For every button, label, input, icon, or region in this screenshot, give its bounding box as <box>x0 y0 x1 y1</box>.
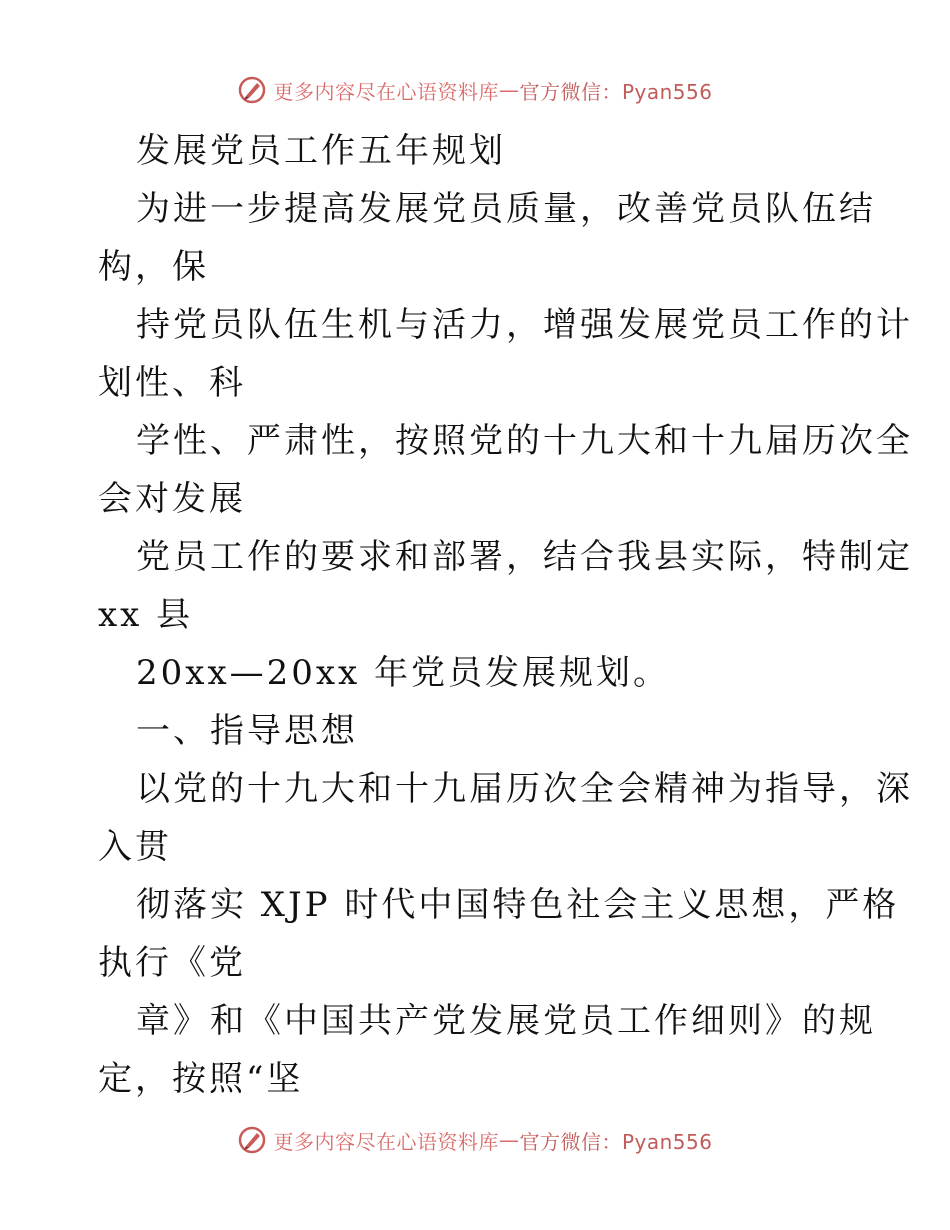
paragraph-line: 20xx—20xx 年党员发展规划。 <box>136 653 671 693</box>
banner-account-text: 官方微信：Pyan556 <box>519 79 713 104</box>
banner-separator: — <box>498 78 520 102</box>
quill-pen-logo-icon <box>237 1125 267 1155</box>
document-title: 发展党员工作五年规划 <box>136 131 506 171</box>
banner-account-text: 官方微信：Pyan556 <box>519 1129 713 1154</box>
paragraph-line: 构，保 <box>98 247 209 287</box>
paragraph-line: 持党员队伍生机与活力，增强发展党员工作的计 <box>136 305 913 345</box>
paragraph-line: 划性、科 <box>98 363 246 403</box>
paragraph-line: 为进一步提高发展党员质量，改善党员队伍结 <box>136 189 876 229</box>
document-body <box>98 122 913 1108</box>
paragraph-line: 彻落实 XJP 时代中国特色社会主义思想，严格 <box>136 885 900 925</box>
quill-pen-logo-icon <box>237 75 267 105</box>
section-heading: 一、指导思想 <box>136 711 358 751</box>
paragraph-line: 会对发展 <box>98 479 246 519</box>
paragraph-line: 章》和《中国共产党发展党员工作细则》的规 <box>136 1001 876 1041</box>
banner-separator: — <box>498 1128 520 1152</box>
paragraph-line: 执行《党 <box>98 943 246 983</box>
paragraph-line: 以党的十九大和十九届历次全会精神为指导，深 <box>136 769 913 809</box>
paragraph-line: 学性、严肃性，按照党的十九大和十九届历次全 <box>136 421 913 461</box>
header-watermark-banner <box>0 70 950 110</box>
paragraph-line: 党员工作的要求和部署，结合我县实际，特制定 <box>136 537 913 577</box>
banner-brand-text: 更多内容尽在心语资料库 <box>273 79 499 104</box>
footer-watermark-banner <box>0 1120 950 1160</box>
paragraph-line: 定，按照“坚 <box>98 1059 304 1099</box>
banner-brand-text: 更多内容尽在心语资料库 <box>273 1129 499 1154</box>
paragraph-line: xx 县 <box>98 595 194 635</box>
paragraph-line: 入贯 <box>98 827 172 867</box>
